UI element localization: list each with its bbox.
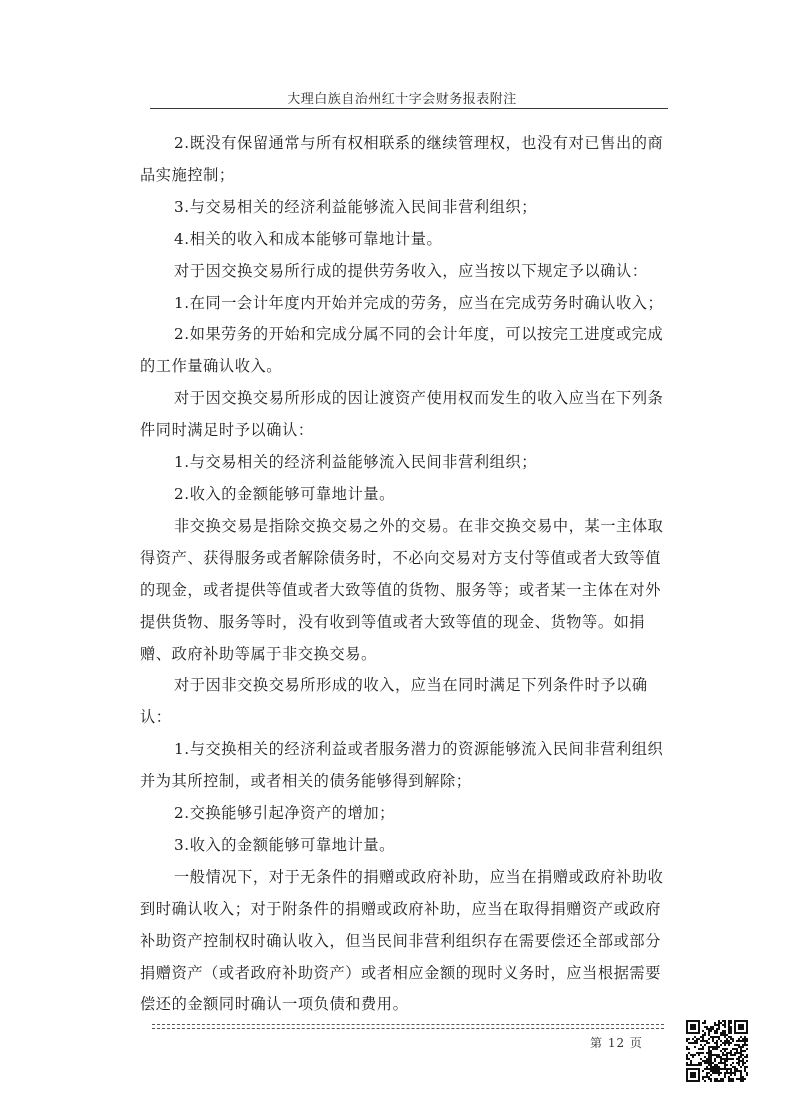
footer-divider	[152, 1028, 664, 1029]
paragraph: 2.如果劳务的开始和完成分属不同的会计年度，可以按完工进度或完成的工作量确认收入。	[140, 325, 664, 376]
page-number: 第 12 页	[590, 1036, 643, 1050]
qr-code-icon	[684, 1018, 750, 1084]
paragraph: 2.既没有保留通常与所有权相联系的继续管理权，也没有对已售出的商品实施控制；	[140, 134, 664, 184]
paragraph: 1.与交换相关的经济利益或者服务潜力的资源能够流入民间非营利组织并为其所控制，或者相关的债务能够得到解除；	[140, 740, 664, 791]
paragraph: 2.交换能够引起净资产的增加；	[174, 804, 395, 823]
paragraph: 对于因非交换交易所形成的收入，应当在同时满足下列条件时予以确认：	[140, 676, 648, 727]
header-divider	[150, 108, 668, 109]
footer-divider	[152, 1024, 664, 1025]
paragraph: 非交换交易是指除交换交易之外的交易。在非交换交易中，某一主体取得资产、获得服务或者解除债务时，不必向交易对方支付等值或者大致等值的现金，或者提供等值或者大致等值的货物、服务等；或者某一主体在对外提供货物、服务等时，没有收到等值或者大致等值的现金、货物等。如捐赠、政府补助等属于非交换交易。	[140, 516, 664, 663]
paragraph: 3.与交易相关的经济利益能够流入民间非营利组织；	[174, 197, 538, 216]
paragraph: 对于因交换交易所行成的提供劳务收入，应当按以下规定予以确认：	[174, 261, 648, 280]
paragraph: 1.与交易相关的经济利益能够流入民间非营利组织；	[174, 453, 538, 472]
paragraph: 对于因交换交易所形成的因让渡资产使用权而发生的收入应当在下列条件同时满足时予以确认：	[140, 389, 664, 440]
page-header-title: 大理白族自治州红十字会财务报表附注	[287, 92, 517, 107]
paragraph: 1.在同一会计年度内开始并完成的劳务，应当在完成劳务时确认收入；	[174, 293, 664, 312]
paragraph: 2.收入的金额能够可靠地计量。	[174, 484, 395, 503]
document-body	[140, 128, 672, 1021]
paragraph: 3.收入的金额能够可靠地计量。	[174, 835, 395, 854]
paragraph: 4.相关的收入和成本能够可靠地计量。	[174, 229, 443, 248]
paragraph: 一般情况下，对于无条件的捐赠或政府补助，应当在捐赠或政府补助收到时确认收入；对于附条件的捐赠或政府补助，应当在取得捐赠资产或政府补助资产控制权时确认收入，但当民间非营利组织存在需要偿还全部或部分捐赠资产（或者政府补助资产）或者相应金额的现时义务时，应当根据需要偿还的金额同时确认一项负债和费用。	[140, 867, 664, 1014]
